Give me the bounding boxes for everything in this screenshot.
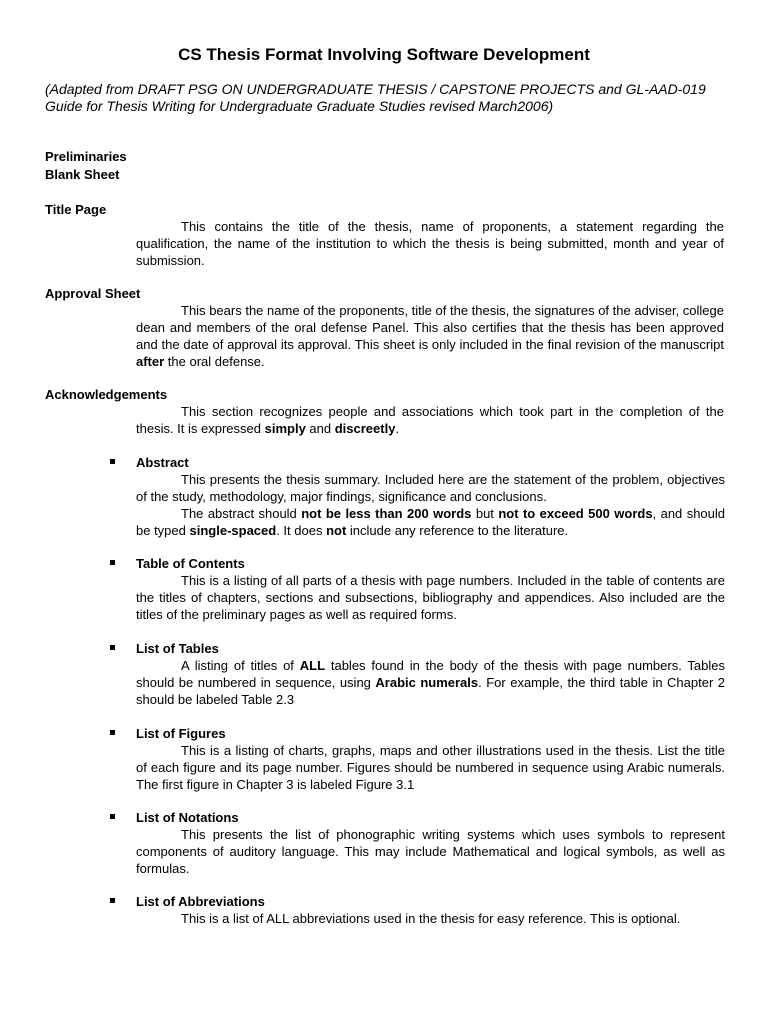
section-heading: Acknowledgements (45, 387, 168, 402)
section-heading (110, 454, 725, 471)
section-body (136, 742, 725, 793)
bold-run: after (136, 354, 165, 369)
section-abstract (110, 454, 725, 539)
square-bullet-icon (110, 730, 115, 735)
preliminaries-block (45, 148, 127, 184)
section-body (136, 572, 725, 623)
heading-text: List of Tables (136, 641, 219, 656)
bold-run: single-spaced (189, 523, 277, 538)
square-bullet-icon (110, 898, 115, 903)
text-run: This section recognizes people and associations which took part in the completion of the thesis. It is expressed (136, 404, 724, 436)
section-title-page (45, 201, 725, 269)
document-title: CS Thesis Format Involving Software Development (178, 45, 590, 64)
heading-text: Table of Contents (136, 556, 245, 571)
bold-run: not be less than 200 words (301, 506, 472, 521)
text-run: . It does (276, 523, 327, 538)
paragraph (136, 657, 725, 708)
section-heading (110, 640, 725, 657)
heading-text: Abstract (136, 455, 189, 470)
text-run: include any reference to the literature. (346, 523, 569, 538)
square-bullet-icon (110, 645, 115, 650)
section-list-of-figures (110, 725, 725, 793)
text-run: This bears the name of the proponents, title of the thesis, the signatures of the adviser, college dean and members of the oral defense Panel. This also certifies that the thesis has been approved and the date of approval its approval. This sheet is only included in the final revision of the manuscript (136, 303, 724, 352)
bold-run: not (326, 523, 347, 538)
text-run: , and should be typed (136, 506, 726, 538)
heading-text: List of Figures (136, 726, 226, 741)
section-body (136, 910, 725, 927)
paragraph (136, 302, 724, 370)
bold-run: ALL (299, 658, 326, 673)
bold-run: not to exceed 500 words (498, 506, 653, 521)
heading-text: List of Notations (136, 810, 239, 825)
document-subtitle: (Adapted from DRAFT PSG ON UNDERGRADUATE THESIS / CAPSTONE PROJECTS and GL-AAD-019 Guide for Thesis Writing for Undergraduate Graduate Studies revised March2006) (45, 81, 706, 114)
paragraph: This is a listing of all parts of a thesis with page numbers. Included in the table of contents are the titles of chapters, sections and subsections, bibliography and appendices. Also included are the titles of the preliminary pages as well as required forms. (136, 573, 725, 622)
bold-run: discreetly (334, 421, 396, 436)
section-heading (110, 555, 725, 572)
text-run: and (305, 421, 335, 436)
section-body (136, 657, 725, 708)
section-list-of-notations (110, 809, 725, 877)
section-body (136, 403, 724, 437)
text-run: . (395, 421, 400, 436)
section-approval-sheet (45, 285, 725, 370)
section-body (136, 471, 725, 539)
section-acknowledgements (45, 386, 725, 437)
section-heading (110, 725, 725, 742)
section-heading: Approval Sheet (45, 286, 141, 301)
text-run: A listing of titles of (181, 658, 300, 673)
paragraph: This contains the title of the thesis, name of proponents, a statement regarding the qualification, the name of the institution to which the thesis is being submitted, month and year of submission. (136, 219, 724, 268)
paragraph: This is a listing of charts, graphs, maps and other illustrations used in the thesis. List the title of each figure and its page number. Figures should be numbered in sequence using Arabic numerals. The first figure in Chapter 3 is labeled Figure 3.1 (136, 743, 725, 792)
text-run: the oral defense. (164, 354, 265, 369)
paragraph: This presents the thesis summary. Included here are the statement of the problem, objectives of the study, methodology, major findings, significance and conclusions. (136, 472, 725, 504)
blank-sheet-heading: Blank Sheet (45, 167, 120, 182)
section-heading: Title Page (45, 202, 107, 217)
section-body (136, 302, 724, 370)
text-run: The abstract should (181, 506, 302, 521)
section-list-of-abbreviations (110, 893, 725, 927)
section-table-of-contents (110, 555, 725, 623)
bold-run: Arabic numerals (375, 675, 479, 690)
text-run: tables found in the body of the thesis with page numbers. Tables should be numbered in sequence, using (136, 658, 726, 690)
square-bullet-icon (110, 814, 115, 819)
preliminaries-heading: Preliminaries (45, 149, 127, 164)
section-body (136, 826, 725, 877)
paragraph (136, 505, 725, 539)
bold-run: simply (264, 421, 306, 436)
text-run: . For example, the third table in Chapter 2 should be labeled Table 2.3 (136, 675, 726, 707)
section-heading (110, 809, 725, 826)
paragraph: This is a list of ALL abbreviations used in the thesis for easy reference. This is optional. (181, 911, 681, 926)
paragraph: This presents the list of phonographic writing systems which uses symbols to represent components of auditory language. This may include Mathematical and logical symbols, as well as formulas. (136, 827, 725, 876)
heading-text: List of Abbreviations (136, 894, 265, 909)
section-body (136, 218, 724, 269)
section-list-of-tables (110, 640, 725, 708)
section-heading (110, 893, 725, 910)
text-run: but (471, 506, 499, 521)
paragraph (136, 403, 724, 437)
square-bullet-icon (110, 459, 115, 464)
square-bullet-icon (110, 560, 115, 565)
